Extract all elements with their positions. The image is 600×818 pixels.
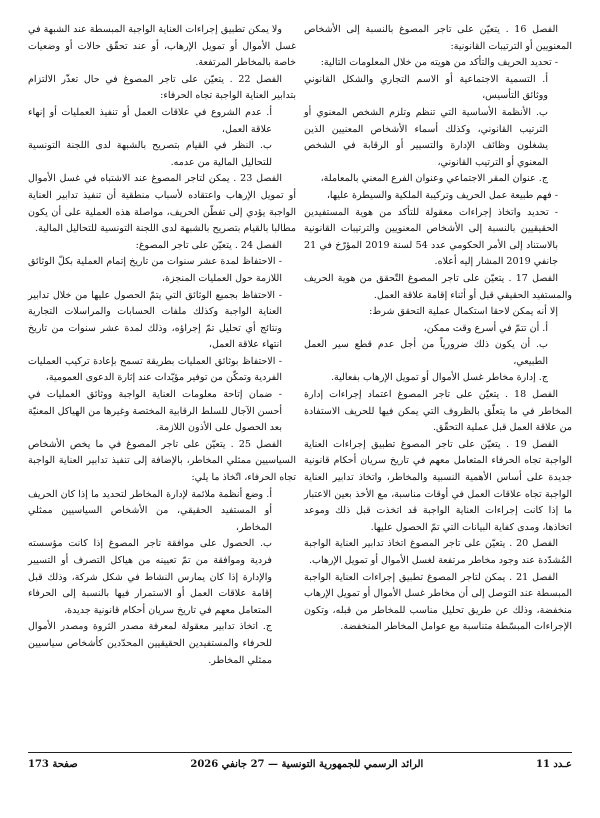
list-item: - تحديد الحريف والتأكد من هويته من خلال المعلومات التالية: (320, 57, 558, 69)
paragraph: ولا يمكن تطبيق إجراءات العناية الواجبة المبسطة عند الشبهة في غسل الأموال أو تمويل الإرهاب، أو عند تحقّق حالات أو وضعيات خاصة بالمخاطر المرتفعة. (28, 24, 296, 69)
journal-title: الرائد الرسمي للجمهورية التونسية — 27 جانفي 2026 (190, 758, 424, 770)
list-item: - تحديد واتخاذ إجراءات معقولة للتأكد من هوية المستفيدين الحقيقيين بالنسبة إلى الأشخاص المعنويين والترتيبات القانونية بالاستناد إلى الأمر الحكومي عدد 54 لسنة 2019 المؤرّخ في 21 جانفي 2019 المشار إليه أعلاه. (304, 206, 558, 268)
list-item: ج. عنوان المقر الاجتماعي وعنوان الفرع المعني بالمعاملة، (320, 173, 548, 185)
list-item: ج. اتخاذ تدابير معقولة لمعرفة مصدر الثروة ومصدر الأموال للحرفاء والمستفيدين الحقيقيين المحدّدين كأشخاص سياسيين ممثلي المخاطر. (28, 621, 272, 666)
list-item: أ. التسمية الاجتماعية أو الاسم التجاري والشكل القانوني ووثائق التأسيس، (304, 73, 548, 102)
right-column (304, 22, 572, 636)
paragraph: الفصل 16 . يتعيّن على تاجر المصوغ بالنسبة إلى الأشخاص المعنويين أو الترتيبات القانونية: (304, 24, 572, 52)
paragraph: الفصل 20 . يتعيّن على تاجر المصوغ اتخاذ تدابير العناية الواجبة المُشدّدة عند وجود مخاطر مرتفعة لغسل الأموال أو تمويل الإرهاب. (304, 538, 572, 566)
issue-number: عـدد 11 (535, 758, 572, 770)
paragraph: الفصل 17 . يتعيّن على تاجر المصوغ التّحقق من هوية الحريف والمستفيد الحقيقي قبل أو أثناء إقامة علاقة العمل. (304, 272, 572, 301)
left-column (28, 22, 296, 669)
paragraph: الفصل 22 . يتعيّن على تاجر المصوغ في حال تعذّر الالتزام بتدابير العناية الواجبة تجاه الحرفاء: (28, 73, 296, 102)
paragraph: إلا أنه يمكن لاحقا استكمال عملية التحقق شرط: (369, 306, 558, 318)
list-item: ب. النظر في القيام بتصريح بالشبهة لدى اللجنة التونسية للتحاليل المالية من عدمه. (28, 140, 272, 168)
list-item: ب. الحصول على موافقة تاجر المصوغ إذا كانت مؤسسته فردية وموافقة من تمّ تعيينه من هياكل التصرف أو التسيير والإدارة إذا كان يمارس النشاط في شكل شركة، وذلك قبل إقامة علاقات العمل أو الاستمرار فيها بالنسبة إلى الحرفاء المتعامل معهم في تاريخ سريان أحكام قانونية جديدة، (28, 538, 272, 616)
paragraph: الفصل 24 . يتعيّن على تاجر المصوغ: (135, 239, 282, 251)
list-item: - الاحتفاظ لمدة عشر سنوات من تاريخ إتمام العملية بكلّ الوثائق اللازمة حول العمليات المنجزة، (28, 256, 282, 284)
list-item: ب. أن يكون ذلك ضرورياً من أجل عدم قطع سير العمل الطبيعي، (304, 339, 548, 367)
page-footer (28, 755, 572, 773)
list-item: - ضمان إتاحة معلومات العناية الواجبة ووثائق العمليات في أحسن الآجال للسلط الرقابية المختصة وغيرها من الهياكل المعنيّة بعد الحصول على الأذون اللازمة. (28, 389, 282, 434)
list-item: ب. الأنظمة الأساسية التي تنظم وتلزم الشخص المعنوي أو الترتيب القانوني، وكذلك أسماء الأشخاص المعنيين الذين يشغلون وظائف الإدارة والتسيير أو الرقابة في الشخص المعنوي أو الترتيب القانوني، (304, 106, 548, 168)
list-item: ج. إدارة مخاطر غسل الأموال أو تمويل الإرهاب بفعالية. (330, 372, 548, 384)
paragraph: الفصل 21 . يمكن لتاجر المصوغ تطبيق إجراءات العناية الواجبة المبسطة عند التوصل إلى أن مخاطر غسل الأموال أو تمويل الإرهاب منخفضة، وذلك عن طريق تحليل مناسب للمخاطر من قبله، وتكون الإجراءات المبسّطة متناسبة مع عوامل المخاطر المنخفضة. (304, 571, 572, 633)
paragraph: الفصل 23 . يمكن لتاجر المصوغ عند الاشتباه في غسل الأموال أو تمويل الإرهاب واعتقاده لأسباب منطقية أن تنفيذ تدابير العناية الواجبة يؤدي إلى تفطّن الحريف، مواصلة هذه العملية على أن يكون مطالبا بالقيام بتصريح بالشبهة لدى اللجنة التونسية للتحاليل المالية. (28, 173, 296, 235)
paragraph: الفصل 18 . يتعيّن على تاجر المصوغ اعتماد إجراءات إدارة المخاطر في ما يتعلّق بالظروف التي يمكن فيها للحريف الاستفادة من علاقة العمل قبل عملية التحقّق. (304, 389, 572, 434)
list-item: أ. عدم الشروع في علاقات العمل أو تنفيذ العمليات أو إنهاء علاقة العمل، (28, 106, 272, 135)
list-item: - الاحتفاظ بوثائق العمليات بطريقة تسمح بإعادة تركيب العمليات الفردية وتمكّن من توفير مؤيّدات عند إثارة الدعوى العمومية، (28, 355, 282, 384)
list-item: - الاحتفاظ بجميع الوثائق التي يتمّ الحصول عليها من خلال تدابير العناية الواجبة وكذلك ملفات الحسابات والمراسلات التجارية ونتائج أي تحليل تمّ إجراؤه، وذلك لمدة عشر سنوات من تاريخ انتهاء علاقة العمل، (28, 289, 282, 351)
footer-divider (28, 752, 572, 753)
page-number: صفحة 173 (28, 758, 78, 770)
list-item: أ. وضع أنظمة ملائمة لإدارة المخاطر لتحديد ما إذا كان الحريف أو المستفيد الحقيقي، من الأشخاص السياسيين ممثلي المخاطر، (28, 488, 272, 533)
list-item: - فهم طبيعة عمل الحريف وتركيبة الملكية والسيطرة عليها، (326, 189, 558, 201)
paragraph: الفصل 19 . يتعيّن على تاجر المصوغ تطبيق إجراءات العناية الواجبة تجاه الحرفاء المتعامل معهم في تاريخ سريان أحكام قانونية جديدة على أساس الأهمية النسبية والمخاطر، واتخاذ تدابير العناية الواجبة تجاه علاقات العمل في أوقات مناسبة، مع الأخذ بعين الاعتبار ما إذا كانت إجراءات العناية الواجبة قد اتخذت قبل ذلك وموعد اتخاذها، ومدى كفاية البيانات التي تمّ الحصول عليها. (304, 438, 572, 533)
paragraph: الفصل 25 . يتعيّن على تاجر المصوغ في ما يخص الأشخاص السياسيين ممثلي المخاطر، بالإضافة إلى تنفيذ تدابير العناية الواجبة تجاه الحرفاء، اتّخاذ ما يلي: (28, 438, 296, 484)
list-item: أ. أن تتمّ في أسرع وقت ممكن، (423, 322, 548, 334)
